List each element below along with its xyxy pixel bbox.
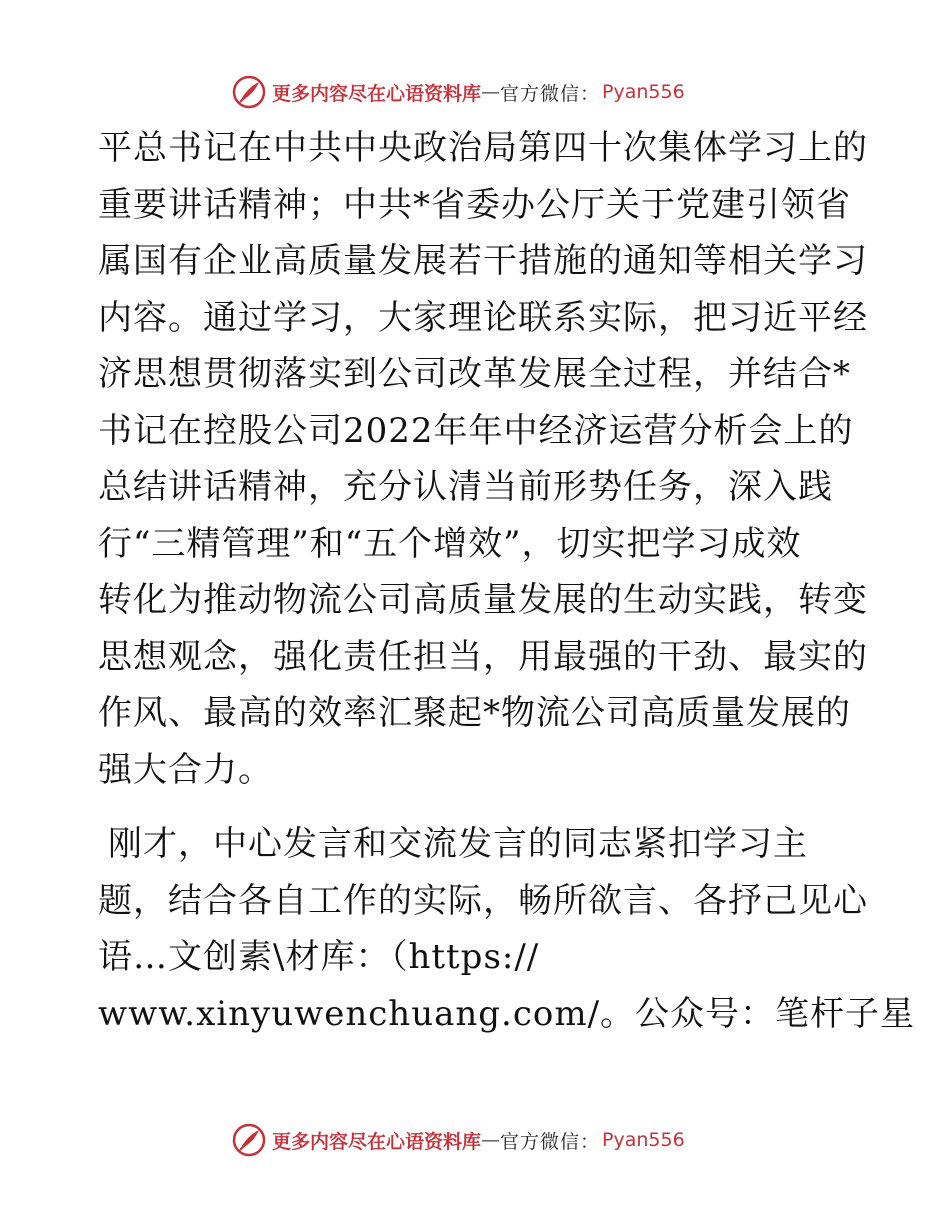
document-body [98,120,916,1042]
text-line: 重要讲话精神；中共*省委办公厅关于党建引领省 [98,184,851,225]
text-line: 内容。通过学习，大家理论联系实际，把习近平经 [98,297,868,338]
banner-separator: — [481,81,501,103]
text-line: 属国有企业高质量发展若干措施的通知等相关学习 [98,241,868,281]
banner-wechat-label: 官方微信： [500,82,601,105]
text-line: 语…文创素\材库：（https:// [98,937,540,977]
header-banner [232,72,752,112]
banner-separator: — [481,1129,501,1151]
red-quill-logo-icon [232,75,266,109]
text-line: 平总书记在中共中央政治局第四十次集体学习上的 [98,128,868,168]
text-line: 总结讲话精神，充分认清当前形势任务，深入践 [98,467,833,507]
banner-title: 更多内容尽在心语资料库 [272,82,482,105]
paragraph-1 [98,120,868,798]
banner-wechat-id: Pyan556 [602,81,685,103]
paragraph-2 [98,816,916,1042]
banner-wechat-label: 官方微信： [500,1130,601,1153]
text-line: 作风、最高的效率汇聚起*物流公司高质量发展的 [98,693,851,733]
banner-wechat-id: Pyan556 [602,1129,685,1151]
text-line: 转化为推动物流公司高质量发展的生动实践，转变 [98,580,868,620]
paragraph-gap [98,798,858,816]
red-quill-logo-icon [232,1123,266,1157]
text-line: 济思想贯彻落实到公司改革发展全过程，并结合* [98,354,851,394]
banner-title: 更多内容尽在心语资料库 [272,1130,482,1153]
text-line: 思想观念，强化责任担当，用最强的干劲、最实的 [98,636,868,677]
text-line: 行“三精管理”和“五个增效”，切实把学习成效 [98,523,802,564]
footer-banner [232,1120,752,1160]
text-line: 刚才，中心发言和交流发言的同志紧扣学习主 [108,824,808,864]
text-line: 强大合力。 [98,749,273,790]
text-line: 题，结合各自工作的实际，畅所欲言、各抒己见心 [98,880,868,921]
text-line: 书记在控股公司2022年年中经济运营分析会上的 [98,410,854,451]
text-line: www.xinyuwenchuang.com/。公众号：笔杆子星 [98,993,916,1034]
